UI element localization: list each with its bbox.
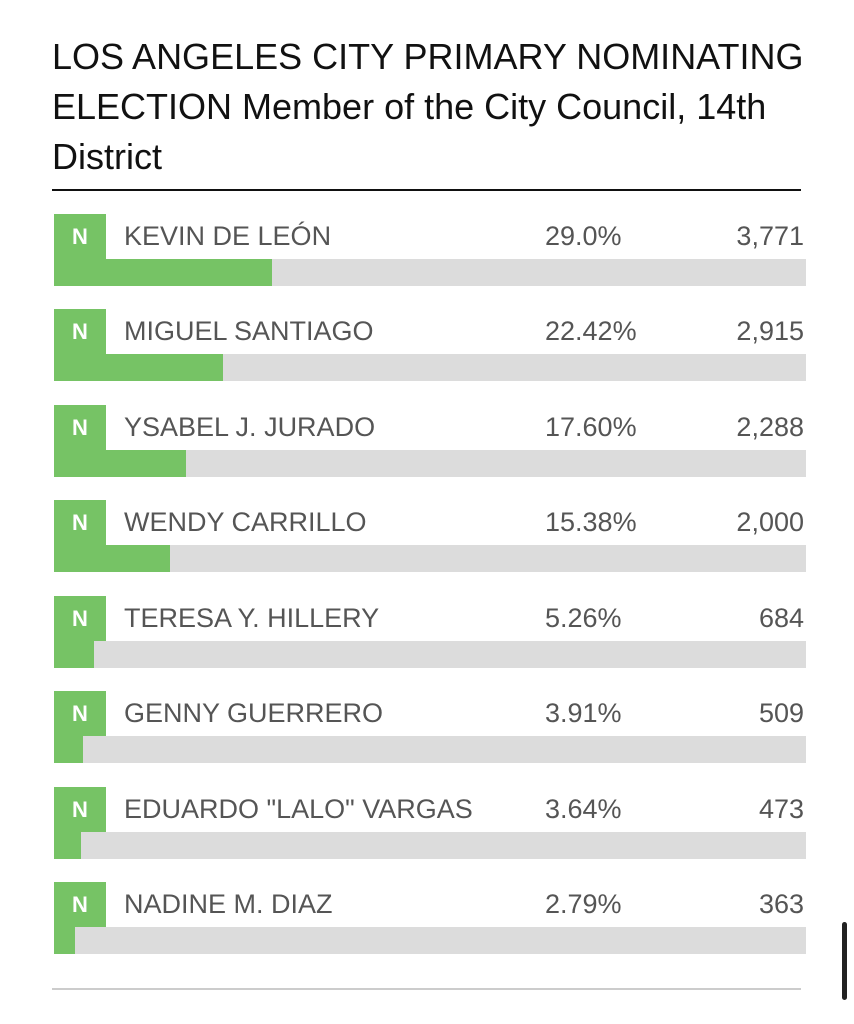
candidate-row <box>0 477 854 572</box>
vote-bar-fill <box>54 736 83 763</box>
vote-bar-track <box>54 545 806 572</box>
vote-count: 684 <box>758 603 804 633</box>
vote-bar-track <box>54 259 806 286</box>
vote-bar-track <box>54 736 806 763</box>
candidate-name: WENDY CARRILLO <box>124 507 367 537</box>
candidate-row <box>0 286 854 381</box>
nominated-badge: N <box>54 405 106 450</box>
vote-percent: 22.42% <box>545 316 637 346</box>
vote-count: 363 <box>758 889 804 919</box>
vote-bar-fill <box>54 927 75 954</box>
vote-bar-fill <box>54 259 272 286</box>
vote-bar-track <box>54 354 806 381</box>
nominated-badge: N <box>54 500 106 545</box>
vote-percent: 3.64% <box>545 794 622 824</box>
nominated-badge: N <box>54 214 106 259</box>
candidate-row <box>0 382 854 477</box>
bottom-divider <box>52 988 801 990</box>
vote-count: 2,000 <box>736 507 804 537</box>
vote-count: 473 <box>758 794 804 824</box>
vote-percent: 17.60% <box>545 412 637 442</box>
vote-bar-track <box>54 832 806 859</box>
candidate-name: NADINE M. DIAZ <box>124 889 333 919</box>
candidate-name: KEVIN DE LEÓN <box>124 221 332 251</box>
nominated-badge: N <box>54 691 106 736</box>
vote-bar-fill <box>54 354 223 381</box>
candidate-name: EDUARDO "LALO" VARGAS <box>124 794 473 824</box>
vote-percent: 15.38% <box>545 507 637 537</box>
vote-percent: 3.91% <box>545 698 622 728</box>
candidate-name: MIGUEL SANTIAGO <box>124 316 374 346</box>
nominated-badge: N <box>54 309 106 354</box>
candidate-row <box>0 668 854 763</box>
nominated-badge: N <box>54 596 106 641</box>
vote-bar-fill <box>54 545 170 572</box>
candidate-row <box>0 859 854 954</box>
vote-bar-track <box>54 927 806 954</box>
page-title: LOS ANGELES CITY PRIMARY NOMINATING ELECTION Member of the City Council, 14th District <box>52 36 804 177</box>
candidate-row <box>0 573 854 668</box>
vote-bar-fill <box>54 641 94 668</box>
nominated-badge: N <box>54 787 106 832</box>
scrollbar[interactable] <box>842 922 847 1000</box>
candidate-row <box>0 191 854 286</box>
vote-count: 2,915 <box>736 316 804 346</box>
candidate-row <box>0 764 854 859</box>
vote-percent: 29.0% <box>545 221 622 251</box>
nominated-badge: N <box>54 882 106 927</box>
vote-bar-fill <box>54 450 186 477</box>
vote-percent: 5.26% <box>545 603 622 633</box>
vote-bar-fill <box>54 832 81 859</box>
candidate-name: GENNY GUERRERO <box>124 698 384 728</box>
vote-count: 3,771 <box>736 221 804 251</box>
vote-count: 2,288 <box>736 412 804 442</box>
vote-count: 509 <box>758 698 804 728</box>
vote-percent: 2.79% <box>545 889 622 919</box>
vote-bar-track <box>54 450 806 477</box>
candidate-name: TERESA Y. HILLERY <box>124 603 380 633</box>
vote-bar-track <box>54 641 806 668</box>
candidate-name: YSABEL J. JURADO <box>124 412 376 442</box>
